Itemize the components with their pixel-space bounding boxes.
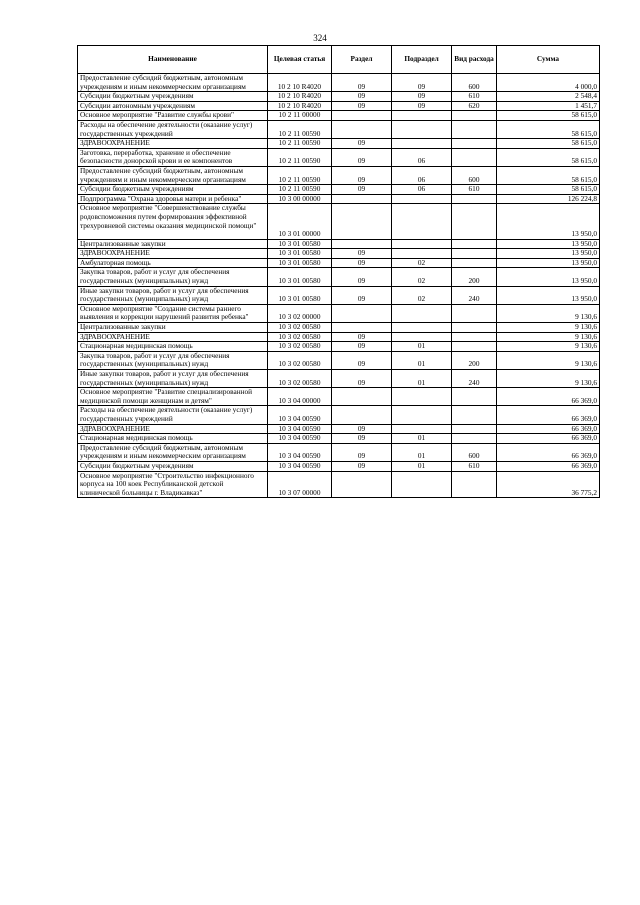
row-section-cell: 09 xyxy=(332,424,392,434)
row-target-cell: 10 3 04 00000 xyxy=(268,388,332,406)
row-subsection-cell xyxy=(392,249,452,259)
row-section-cell: 09 xyxy=(332,258,392,268)
row-name-cell: Предоставление субсидий бюджетным, автономным учреждениям и иным некоммерческим организациям xyxy=(78,443,268,461)
row-expense-type-cell xyxy=(452,304,497,322)
row-target-cell: 10 3 02 00580 xyxy=(268,351,332,369)
row-subsection-cell: 01 xyxy=(392,370,452,388)
row-expense-type-cell xyxy=(452,388,497,406)
row-name-cell: Иные закупки товаров, работ и услуг для обеспечения государственных (муниципальных) нужд xyxy=(78,286,268,304)
row-name-cell: Основное мероприятие "Создание системы раннего выявления и коррекции нарушений развития ребенка" xyxy=(78,304,268,322)
row-subsection-cell xyxy=(392,406,452,424)
table-row xyxy=(78,268,600,286)
row-target-cell: 10 3 02 00580 xyxy=(268,323,332,333)
row-target-cell: 10 2 11 00590 xyxy=(268,166,332,184)
row-target-cell: 10 2 10 R4020 xyxy=(268,101,332,111)
row-section-cell: 09 xyxy=(332,148,392,166)
row-target-cell: 10 3 01 00580 xyxy=(268,286,332,304)
row-section-cell xyxy=(332,239,392,249)
row-name-cell: Основное мероприятие "Развитие специализированной медицинской помощи женщинам и детям" xyxy=(78,388,268,406)
row-subsection-cell xyxy=(392,111,452,121)
row-target-cell: 10 3 04 00590 xyxy=(268,443,332,461)
row-section-cell xyxy=(332,323,392,333)
table-row xyxy=(78,166,600,184)
row-subsection-cell: 06 xyxy=(392,185,452,195)
row-amount-cell: 13 950,0 xyxy=(497,286,600,304)
row-subsection-cell: 01 xyxy=(392,351,452,369)
row-name-cell: ЗДРАВООХРАНЕНИЕ xyxy=(78,332,268,342)
row-subsection-cell xyxy=(392,323,452,333)
row-section-cell: 09 xyxy=(332,139,392,149)
row-amount-cell: 1 451,7 xyxy=(497,101,600,111)
row-subsection-cell: 02 xyxy=(392,286,452,304)
row-expense-type-cell xyxy=(452,323,497,333)
row-name-cell: ЗДРАВООХРАНЕНИЕ xyxy=(78,249,268,259)
row-target-cell: 10 3 02 00580 xyxy=(268,370,332,388)
column-header-expense-type: Вид расхода xyxy=(452,46,497,74)
row-name-cell: Субсидии бюджетным учреждениям xyxy=(78,461,268,471)
row-expense-type-cell xyxy=(452,471,497,498)
row-expense-type-cell: 620 xyxy=(452,101,497,111)
row-name-cell: Подпрограмма "Охрана здоровья матери и ребенка" xyxy=(78,194,268,204)
row-name-cell: Иные закупки товаров, работ и услуг для обеспечения государственных (муниципальных) нужд xyxy=(78,370,268,388)
row-subsection-cell xyxy=(392,204,452,239)
row-target-cell: 10 2 11 00590 xyxy=(268,148,332,166)
table-row xyxy=(78,249,600,259)
table-row xyxy=(78,239,600,249)
row-expense-type-cell xyxy=(452,332,497,342)
row-section-cell xyxy=(332,304,392,322)
table-row xyxy=(78,471,600,498)
row-target-cell: 10 3 02 00580 xyxy=(268,332,332,342)
row-expense-type-cell xyxy=(452,148,497,166)
row-amount-cell: 9 130,6 xyxy=(497,332,600,342)
table-row xyxy=(78,101,600,111)
row-subsection-cell xyxy=(392,471,452,498)
row-expense-type-cell xyxy=(452,342,497,352)
row-section-cell: 09 xyxy=(332,286,392,304)
row-name-cell: Предоставление субсидий бюджетным, автономным учреждениям и иным некоммерческим организациям xyxy=(78,74,268,92)
row-expense-type-cell xyxy=(452,258,497,268)
row-section-cell: 09 xyxy=(332,101,392,111)
row-section-cell xyxy=(332,120,392,138)
budget-table xyxy=(77,45,600,498)
table-row xyxy=(78,74,600,92)
row-target-cell: 10 3 04 00590 xyxy=(268,434,332,444)
row-section-cell: 09 xyxy=(332,166,392,184)
row-amount-cell: 4 000,0 xyxy=(497,74,600,92)
row-amount-cell: 66 369,0 xyxy=(497,424,600,434)
row-name-cell: ЗДРАВООХРАНЕНИЕ xyxy=(78,139,268,149)
table-row xyxy=(78,185,600,195)
row-expense-type-cell: 200 xyxy=(452,351,497,369)
table-header-row xyxy=(78,46,600,74)
row-amount-cell: 9 130,6 xyxy=(497,304,600,322)
row-amount-cell: 13 950,0 xyxy=(497,239,600,249)
row-target-cell: 10 3 04 00590 xyxy=(268,461,332,471)
table-row xyxy=(78,204,600,239)
row-target-cell: 10 3 01 00580 xyxy=(268,249,332,259)
row-target-cell: 10 2 10 R4020 xyxy=(268,92,332,102)
table-row xyxy=(78,443,600,461)
row-name-cell: Расходы на обеспечение деятельности (оказание услуг) государственных учреждений xyxy=(78,120,268,138)
row-expense-type-cell xyxy=(452,204,497,239)
column-header-section: Раздел xyxy=(332,46,392,74)
row-subsection-cell: 09 xyxy=(392,101,452,111)
row-amount-cell: 66 369,0 xyxy=(497,388,600,406)
row-subsection-cell: 09 xyxy=(392,92,452,102)
table-row xyxy=(78,342,600,352)
table-row xyxy=(78,92,600,102)
table-row xyxy=(78,304,600,322)
row-subsection-cell xyxy=(392,139,452,149)
row-amount-cell: 58 615,0 xyxy=(497,120,600,138)
row-name-cell: ЗДРАВООХРАНЕНИЕ xyxy=(78,424,268,434)
row-expense-type-cell: 200 xyxy=(452,268,497,286)
row-target-cell: 10 2 11 00590 xyxy=(268,139,332,149)
row-section-cell: 09 xyxy=(332,185,392,195)
row-section-cell xyxy=(332,471,392,498)
row-name-cell: Амбулаторная помощь xyxy=(78,258,268,268)
table-row xyxy=(78,406,600,424)
row-amount-cell: 66 369,0 xyxy=(497,434,600,444)
table-row xyxy=(78,286,600,304)
row-amount-cell: 13 950,0 xyxy=(497,268,600,286)
row-target-cell: 10 2 10 R4020 xyxy=(268,74,332,92)
row-target-cell: 10 3 02 00000 xyxy=(268,304,332,322)
row-target-cell: 10 3 04 00590 xyxy=(268,424,332,434)
row-amount-cell: 13 950,0 xyxy=(497,258,600,268)
row-section-cell: 09 xyxy=(332,268,392,286)
row-expense-type-cell xyxy=(452,249,497,259)
row-name-cell: Предоставление субсидий бюджетным, автономным учреждениям и иным некоммерческим организациям xyxy=(78,166,268,184)
row-amount-cell: 9 130,6 xyxy=(497,323,600,333)
row-amount-cell: 9 130,6 xyxy=(497,351,600,369)
row-section-cell: 09 xyxy=(332,434,392,444)
row-subsection-cell xyxy=(392,424,452,434)
row-subsection-cell: 09 xyxy=(392,74,452,92)
row-amount-cell: 58 615,0 xyxy=(497,148,600,166)
row-amount-cell: 66 369,0 xyxy=(497,461,600,471)
row-amount-cell: 2 548,4 xyxy=(497,92,600,102)
table-row xyxy=(78,139,600,149)
row-section-cell: 09 xyxy=(332,461,392,471)
row-section-cell: 09 xyxy=(332,74,392,92)
row-target-cell: 10 3 01 00580 xyxy=(268,258,332,268)
column-header-name: Наименование xyxy=(78,46,268,74)
row-expense-type-cell: 240 xyxy=(452,286,497,304)
table-row xyxy=(78,111,600,121)
row-target-cell: 10 3 01 00580 xyxy=(268,268,332,286)
row-subsection-cell: 01 xyxy=(392,342,452,352)
row-target-cell: 10 3 07 00000 xyxy=(268,471,332,498)
column-header-subsection: Подраздел xyxy=(392,46,452,74)
row-name-cell: Субсидии бюджетным учреждениям xyxy=(78,185,268,195)
row-name-cell: Закупка товаров, работ и услуг для обеспечения государственных (муниципальных) нужд xyxy=(78,351,268,369)
row-expense-type-cell: 600 xyxy=(452,166,497,184)
row-expense-type-cell xyxy=(452,194,497,204)
table-row xyxy=(78,120,600,138)
table-row xyxy=(78,323,600,333)
row-section-cell xyxy=(332,204,392,239)
row-target-cell: 10 3 01 00000 xyxy=(268,204,332,239)
row-subsection-cell: 06 xyxy=(392,148,452,166)
row-expense-type-cell xyxy=(452,111,497,121)
row-subsection-cell: 01 xyxy=(392,434,452,444)
row-subsection-cell: 01 xyxy=(392,443,452,461)
row-expense-type-cell: 240 xyxy=(452,370,497,388)
row-expense-type-cell xyxy=(452,434,497,444)
row-target-cell: 10 3 02 00580 xyxy=(268,342,332,352)
row-name-cell: Основное мероприятие "Совершенствование службы родовспоможения путем формирования эффективной трехуровневой системы оказания медицинской помощи" xyxy=(78,204,268,239)
row-subsection-cell xyxy=(392,194,452,204)
row-amount-cell: 58 615,0 xyxy=(497,166,600,184)
row-target-cell: 10 2 11 00590 xyxy=(268,120,332,138)
row-name-cell: Закупка товаров, работ и услуг для обеспечения государственных (муниципальных) нужд xyxy=(78,268,268,286)
row-section-cell xyxy=(332,111,392,121)
row-subsection-cell: 02 xyxy=(392,258,452,268)
row-section-cell: 09 xyxy=(332,332,392,342)
row-subsection-cell xyxy=(392,332,452,342)
table-row xyxy=(78,434,600,444)
row-name-cell: Централизованные закупки xyxy=(78,323,268,333)
row-section-cell xyxy=(332,194,392,204)
table-row xyxy=(78,388,600,406)
row-expense-type-cell xyxy=(452,406,497,424)
page-number: 324 xyxy=(313,33,327,43)
row-expense-type-cell xyxy=(452,139,497,149)
row-amount-cell: 13 950,0 xyxy=(497,249,600,259)
table-row xyxy=(78,194,600,204)
row-subsection-cell xyxy=(392,239,452,249)
row-expense-type-cell: 610 xyxy=(452,92,497,102)
row-amount-cell: 66 369,0 xyxy=(497,406,600,424)
row-name-cell: Стационарная медицинская помощь xyxy=(78,342,268,352)
row-name-cell: Субсидии автономным учреждениям xyxy=(78,101,268,111)
row-name-cell: Основное мероприятие "Развитие службы крови" xyxy=(78,111,268,121)
row-expense-type-cell: 600 xyxy=(452,74,497,92)
row-subsection-cell xyxy=(392,120,452,138)
row-target-cell: 10 3 01 00580 xyxy=(268,239,332,249)
row-target-cell: 10 3 04 00590 xyxy=(268,406,332,424)
row-subsection-cell xyxy=(392,304,452,322)
table-body xyxy=(78,74,600,498)
row-amount-cell: 9 130,6 xyxy=(497,342,600,352)
row-section-cell: 09 xyxy=(332,351,392,369)
row-target-cell: 10 3 00 00000 xyxy=(268,194,332,204)
row-subsection-cell: 06 xyxy=(392,166,452,184)
row-expense-type-cell: 610 xyxy=(452,185,497,195)
row-amount-cell: 13 950,0 xyxy=(497,204,600,239)
row-expense-type-cell: 610 xyxy=(452,461,497,471)
table-row xyxy=(78,148,600,166)
row-name-cell: Расходы на обеспечение деятельности (оказание услуг) государственных учреждений xyxy=(78,406,268,424)
row-expense-type-cell: 600 xyxy=(452,443,497,461)
row-subsection-cell: 01 xyxy=(392,461,452,471)
table-row xyxy=(78,461,600,471)
row-amount-cell: 58 615,0 xyxy=(497,185,600,195)
table-row xyxy=(78,351,600,369)
row-section-cell: 09 xyxy=(332,92,392,102)
row-amount-cell: 58 615,0 xyxy=(497,139,600,149)
row-amount-cell: 36 775,2 xyxy=(497,471,600,498)
row-amount-cell: 66 369,0 xyxy=(497,443,600,461)
row-section-cell: 09 xyxy=(332,443,392,461)
table-row xyxy=(78,258,600,268)
row-section-cell xyxy=(332,388,392,406)
table-row xyxy=(78,370,600,388)
row-section-cell: 09 xyxy=(332,249,392,259)
row-name-cell: Стационарная медицинская помощь xyxy=(78,434,268,444)
row-expense-type-cell xyxy=(452,120,497,138)
row-amount-cell: 58 615,0 xyxy=(497,111,600,121)
table-row xyxy=(78,332,600,342)
row-subsection-cell: 02 xyxy=(392,268,452,286)
column-header-target: Целевая статья xyxy=(268,46,332,74)
row-expense-type-cell xyxy=(452,424,497,434)
row-section-cell xyxy=(332,406,392,424)
row-name-cell: Заготовка, переработка, хранение и обеспечение безопасности донорской крови и ее компонентов xyxy=(78,148,268,166)
row-name-cell: Централизованные закупки xyxy=(78,239,268,249)
table-row xyxy=(78,424,600,434)
column-header-amount: Сумма xyxy=(497,46,600,74)
row-expense-type-cell xyxy=(452,239,497,249)
row-amount-cell: 9 130,6 xyxy=(497,370,600,388)
row-section-cell: 09 xyxy=(332,370,392,388)
row-subsection-cell xyxy=(392,388,452,406)
row-amount-cell: 126 224,8 xyxy=(497,194,600,204)
row-name-cell: Субсидии бюджетным учреждениям xyxy=(78,92,268,102)
row-target-cell: 10 2 11 00000 xyxy=(268,111,332,121)
row-target-cell: 10 2 11 00590 xyxy=(268,185,332,195)
row-section-cell: 09 xyxy=(332,342,392,352)
row-name-cell: Основное мероприятие "Строительство инфекционного корпуса на 100 коек Республиканской детской клинической больницы г. Владикавказ" xyxy=(78,471,268,498)
